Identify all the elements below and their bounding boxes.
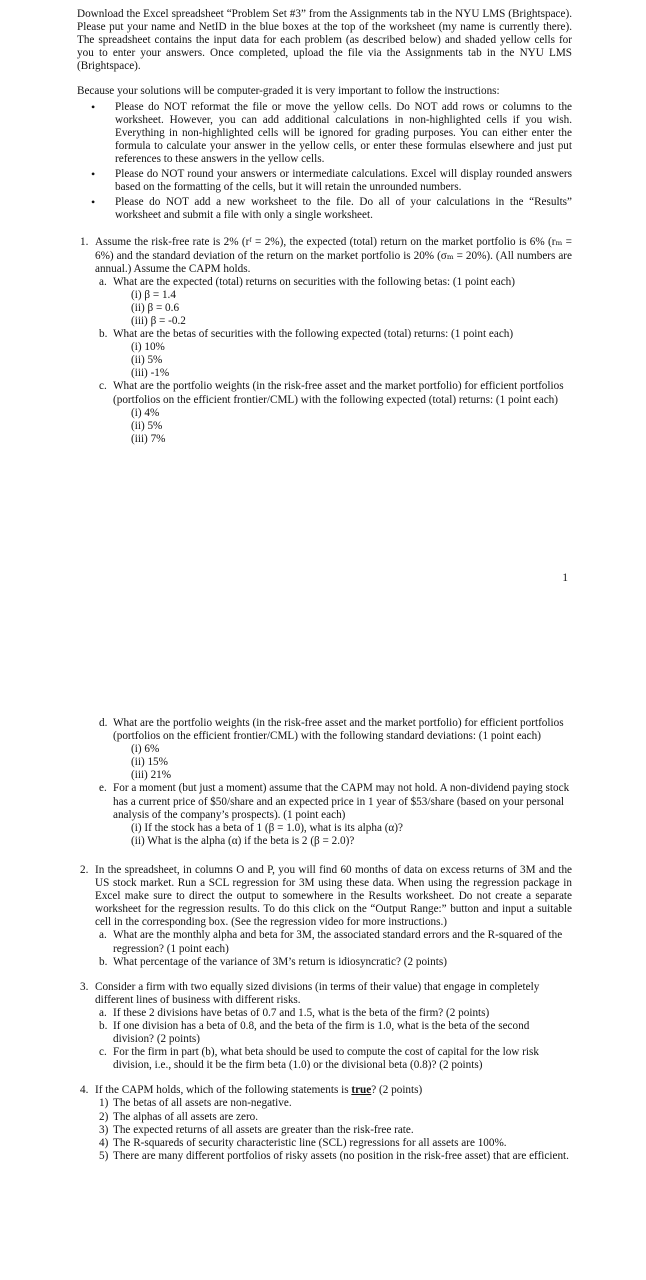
question-2 [77,864,572,969]
question-3 [77,981,572,1073]
question-4 [77,1084,572,1163]
part-text: For the firm in part (b), what beta should be used to compute the cost of capital for the low risk division, i.e., should it be the firm beta (1.0) or the divisional beta (0.8)? (2 points) [113,1046,539,1072]
option-text: There are many different portfolios of risky assets (no position in the risk-free asset) that are efficient. [113,1149,569,1162]
question-4-text [95,1084,572,1097]
question-3c [95,1046,572,1072]
part-text: What are the portfolio weights (in the risk-free asset and the market portfolio) for efficient portfolios (portfolios on the efficient frontier/CML) with the following standard deviations: (1 point each) [113,717,564,743]
page-break [0,598,646,706]
document-page-1 [0,0,646,598]
true-keyword: true [351,1084,372,1097]
question-3-text: Consider a firm with two equally sized divisions (in terms of their value) that engage in completely different lines of business with different risks. [95,980,540,1006]
option-label: 2) [99,1110,109,1123]
part-text: What are the betas of securities with the following expected (total) returns: (1 point each) [113,328,514,341]
part-label: a. [99,1006,107,1019]
part-label: a. [99,275,107,288]
question-3b [95,1020,572,1046]
question-1c [95,380,572,445]
part-label: a. [99,929,107,942]
question-number: 3. [80,980,89,993]
question-1e [95,782,572,847]
part-item: (i) β = 1.4 [131,288,176,301]
part-item: (i) 6% [131,743,160,756]
part-text: For a moment (but just a moment) assume that the CAPM may not hold. A non-dividend paying stock has a current price of $50/share and an expected price in 1 year of $53/share (based on your personal analysis of the company’s prospects). (1 point each) [113,782,570,821]
part-item: (i) 10% [131,341,165,354]
part-text: What are the monthly alpha and beta for 3M, the associated standard errors and the R-squared of the regression? (1 point each) [113,929,563,955]
part-text: If these 2 divisions have betas of 0.7 and 1.5, what is the beta of the firm? (2 points) [113,1006,490,1019]
part-item: (ii) β = 0.6 [131,301,180,314]
part-label: d. [99,717,108,729]
part-label: c. [99,380,107,393]
intro-paragraph: Download the Excel spreadsheet “Problem Set #3” from the Assignments tab in the NYU LMS (Brightspace). Please put your name and NetID in the blue boxes at the top of the worksheet (my name is currently there). The spreadsheet contains the input data for each problem (as described below) and shaded yellow cells for you to enter your answers. Once completed, upload the file via the Assignments tab in the NYU LMS (Brightspace). [77,8,572,73]
question-number: 1. [80,236,89,249]
part-item: (ii) 15% [131,756,168,769]
part-label: b. [99,328,108,341]
question-number: 4. [80,1084,89,1097]
instructions-lead: Because your solutions will be computer-graded it is very important to follow the instructions: [77,85,500,98]
part-text: If one division has a beta of 0.8, and the beta of the firm is 1.0, what is the beta of the second division? (2 points) [113,1019,530,1046]
question-2-text: In the spreadsheet, in columns O and P, you will find 60 months of data on excess returns of 3M and the US stock market. Run a SCL regression for 3M using these data. When using the regression package in Excel make sure to direct the output to somewhere in the Results worksheet. Do not create a separate worksheet for the regression results. To do this click on the “Output Range:” button and input a suitable cell in the corresponding box. (See the regression video for more instructions.) [95,863,572,929]
answer-option-5 [95,1150,572,1163]
part-item: (ii) What is the alpha (α) if the beta is 2 (β = 2.0)? [131,834,355,847]
page-1-content [77,8,572,446]
question-1-text: Assume the risk-free rate is 2% (rᶠ = 2%), the expected (total) return on the market portfolio is 6% (rₘ = 6%) and the standard deviation of the return on the market portfolio is 20% (σₘ = 20%). (All numbers are annual.) Assume the CAPM holds. [95,236,572,275]
answer-option-4 [95,1137,572,1150]
part-label: e. [99,782,107,795]
question-1d [95,717,572,782]
instruction-bullet: • Please do NOT round your answers or intermediate calculations. Excel will display rounded answers based on the formatting of the cells, but it will retain the unrounded numbers. [77,168,572,194]
part-label: b. [99,955,108,968]
option-text: The R-squareds of security characteristic line (SCL) regressions for all assets are 100%. [113,1136,507,1149]
option-text: The alphas of all assets are zero. [113,1110,259,1123]
instruction-bullet: • Please do NOT reformat the file or move the yellow cells. Do NOT add rows or columns to the worksheet. However, you can add additional calculations in non-highlighted cells if you wish. Everything in non-highlighted cells will be ignored for grading purposes. You can either enter the formula to calculate your answer in the yellow cells, or enter these formulas elsewhere and just put references to these answers in the yellow cells. [77,101,572,166]
question-2a [95,929,572,955]
part-item: (iii) β = -0.2 [131,314,186,327]
part-label: b. [99,1019,108,1032]
option-label: 3) [99,1123,109,1136]
part-item: (i) If the stock has a beta of 1 (β = 1.0), what is its alpha (α)? [131,821,403,834]
question-4-text-start: If the CAPM holds, which of the following statements is [95,1084,352,1097]
part-item: (ii) 5% [131,419,163,432]
instruction-bullet: • Please do NOT add a new worksheet to the file. Do all of your calculations in the “Results” worksheet and submit a file with only a single worksheet. [77,196,572,222]
part-text: What are the portfolio weights (in the risk-free asset and the market portfolio) for efficient portfolios (portfolios on the efficient frontier/CML) with the following expected (total) returns: (1 point each) [113,380,564,406]
question-2b [95,956,572,969]
question-4-text-end: ? (2 points) [371,1084,423,1097]
part-text: What are the expected (total) returns on securities with the following betas: (1 point each) [113,275,515,288]
option-label: 4) [99,1136,109,1149]
question-1 [77,236,572,446]
option-text: The betas of all assets are non-negative. [113,1097,292,1110]
part-item: (iii) -1% [131,367,170,380]
question-1a [95,276,572,328]
page-2-content [77,717,572,1163]
question-number: 2. [80,863,89,876]
option-text: The expected returns of all assets are greater than the risk-free rate. [113,1123,414,1136]
instructions-list [77,101,572,223]
answer-option-1 [95,1097,572,1110]
page-number: 1 [562,572,568,584]
part-item: (ii) 5% [131,354,163,367]
part-item: (iii) 7% [131,432,166,445]
part-text: What percentage of the variance of 3M’s return is idiosyncratic? (2 points) [113,955,447,968]
part-label: c. [99,1046,107,1059]
question-1b [95,328,572,380]
answer-option-2 [95,1111,572,1124]
question-3a [95,1007,572,1020]
answer-option-3 [95,1124,572,1137]
question-1-continued [77,717,572,848]
part-item: (iii) 21% [131,769,172,782]
option-label: 1) [99,1097,109,1110]
part-item: (i) 4% [131,406,160,419]
document-page-2 [0,706,646,1280]
option-label: 5) [99,1149,109,1162]
